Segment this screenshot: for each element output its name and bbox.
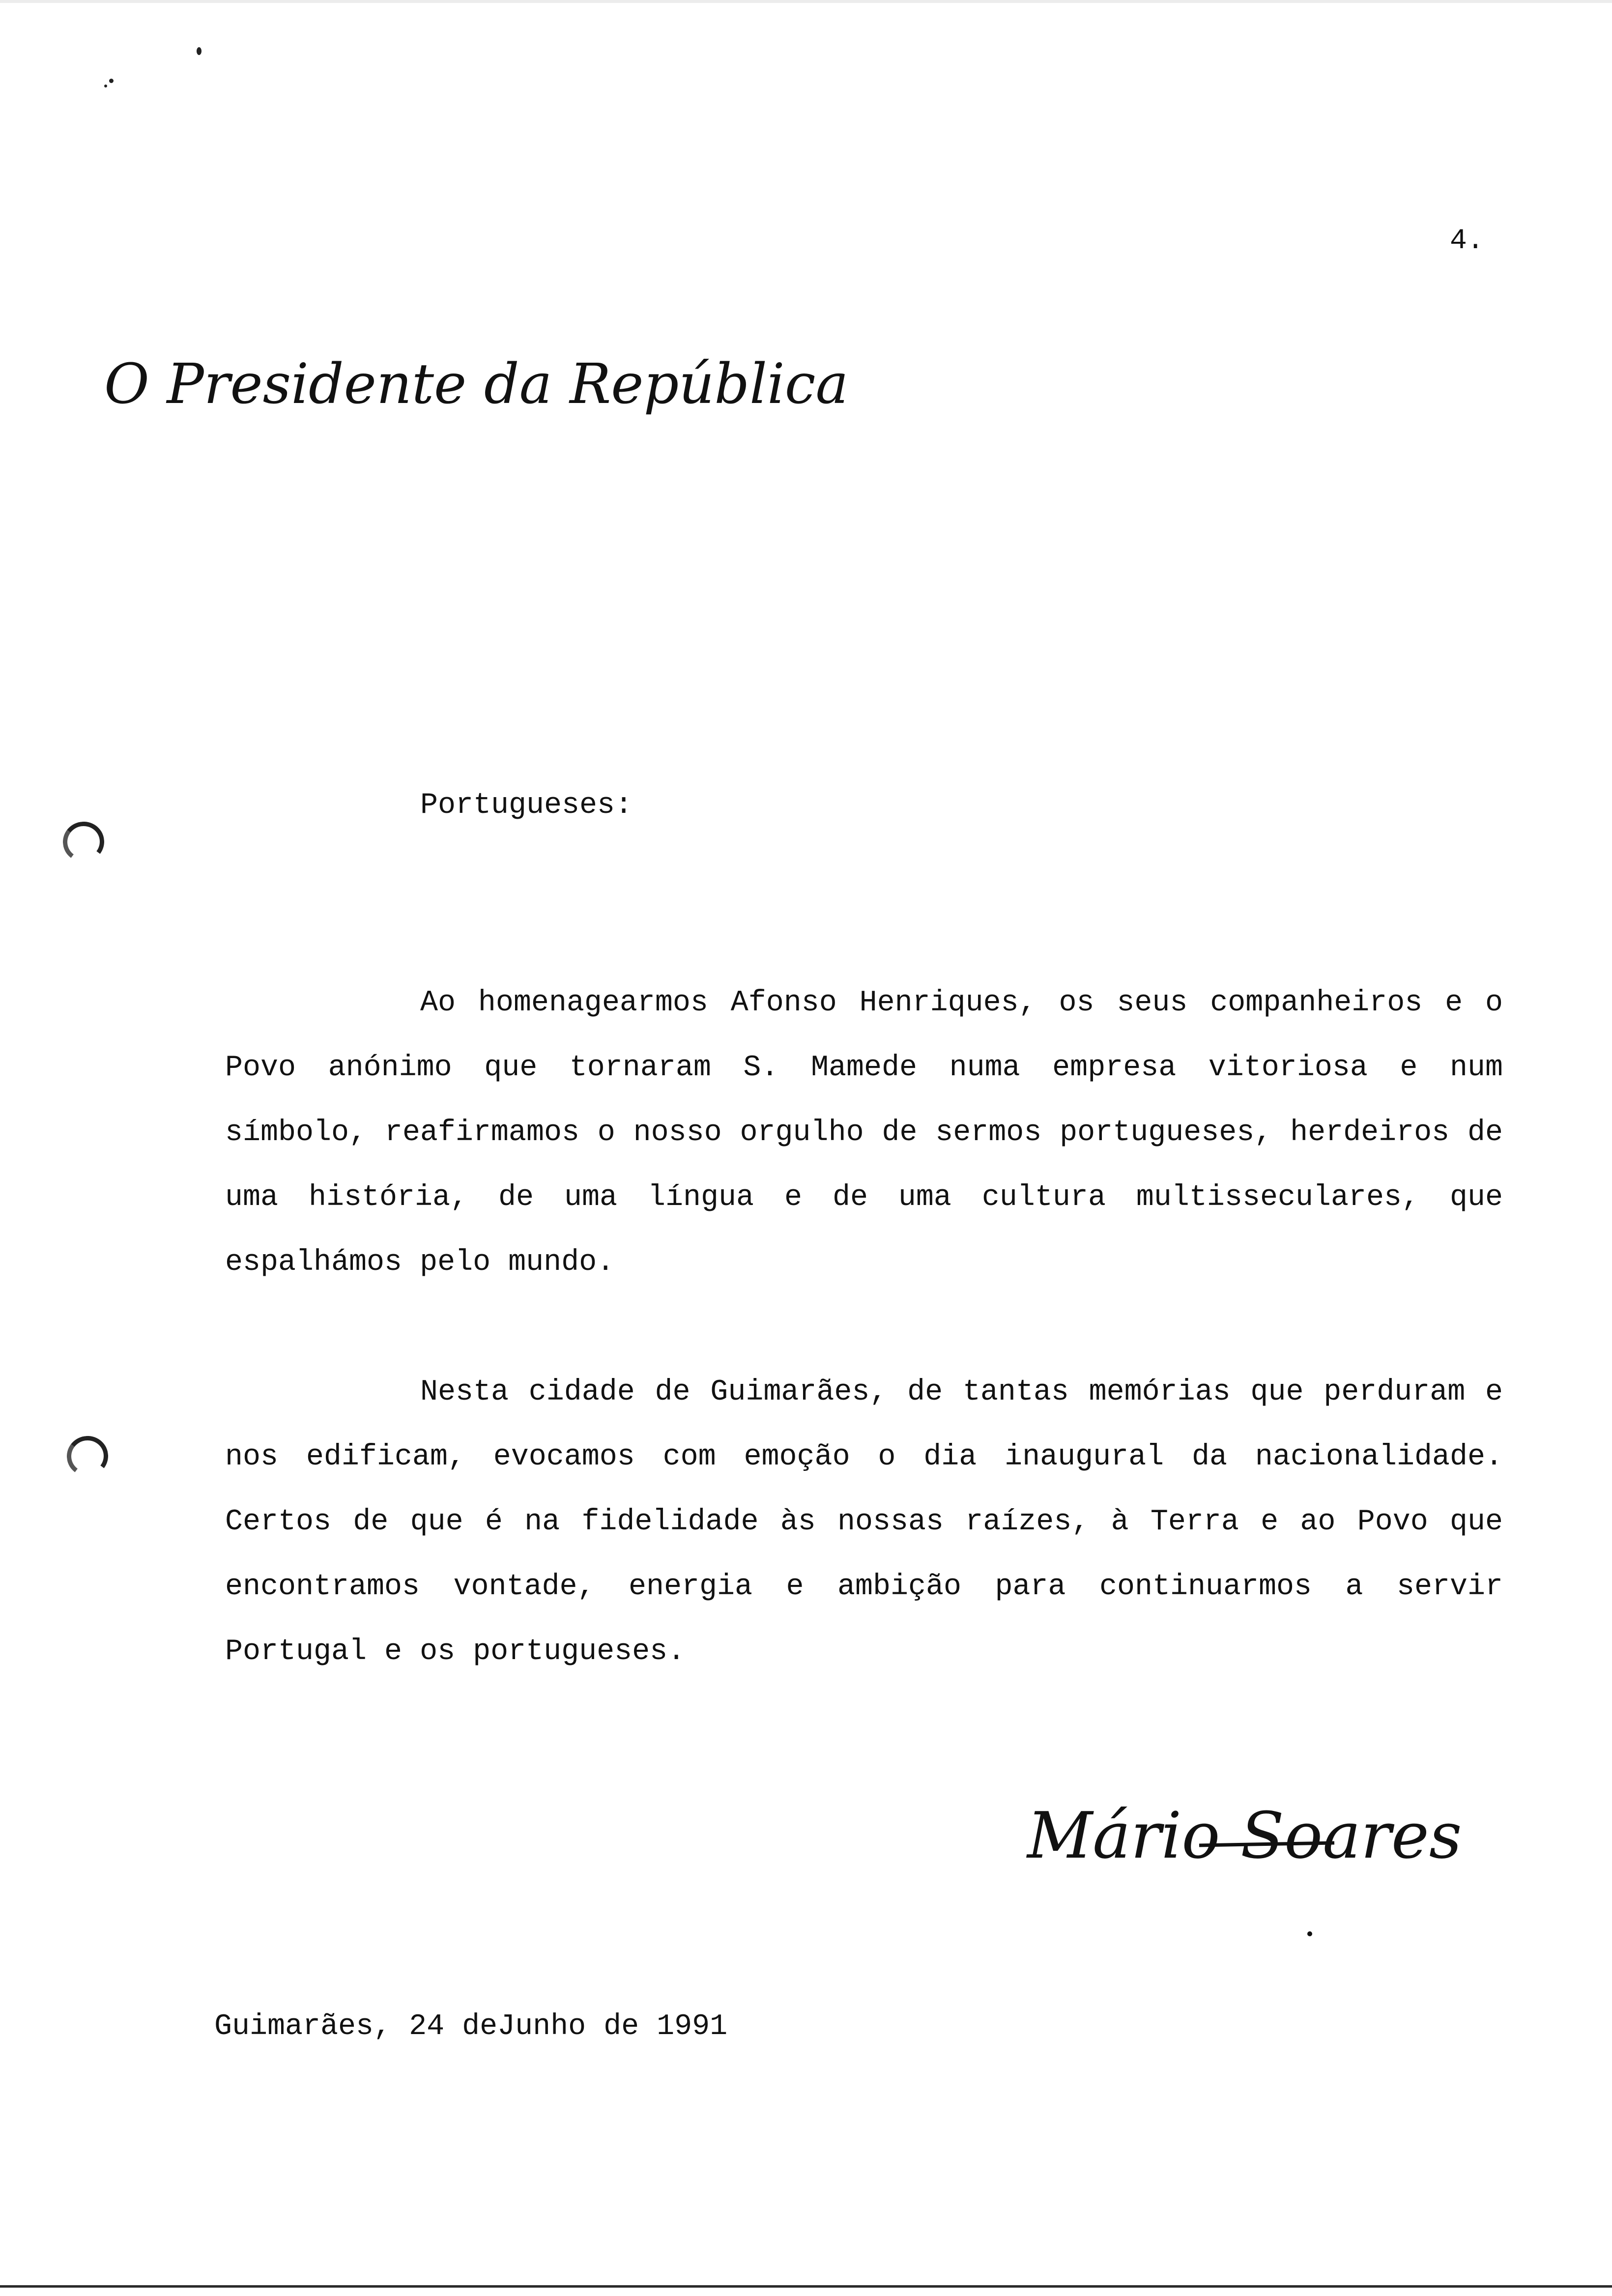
- page-number: 4.: [1450, 225, 1484, 257]
- scan-speck: [197, 47, 202, 55]
- scan-speck: [109, 79, 114, 83]
- punch-hole-top: [60, 819, 107, 865]
- scan-bottom-edge: [0, 2285, 1612, 2288]
- letterhead-logo: [104, 344, 849, 428]
- salutation: Portugueses:: [420, 789, 633, 822]
- body-paragraph-1: Ao homenagearmos Afonso Henriques, os seus companheiros e o Povo anónimo que tornaram S. Mamede numa empresa vitoriosa e num símbolo, reafirmamos o nosso orgulho de sermos portugueses, herdeiros de uma história, de uma língua e de uma cultura multisseculares, que espalhámos pelo mundo.: [225, 986, 1503, 1279]
- scan-speck: [104, 85, 107, 87]
- punch-hole-bottom: [64, 1434, 111, 1479]
- body-paragraph-2: Nesta cidade de Guimarães, de tantas memórias que perduram e nos edificam, evocamos com emoção o dia inaugural da nacionalidade. Certos de que é na fidelidade às nossas raízes, à Terra e ao Povo que encontramos vontade, energia e ambição para continuarmos a servir Portugal e os portugueses.: [225, 1376, 1503, 1668]
- scan-top-edge: [0, 0, 1612, 3]
- signature: [1017, 1754, 1462, 1941]
- date-line: Guimarães, 24 deJunho de 1991: [214, 2010, 728, 2043]
- letterhead-text: O Presidente da República: [104, 352, 849, 416]
- signature-text: Mário Soares: [1027, 1798, 1462, 1873]
